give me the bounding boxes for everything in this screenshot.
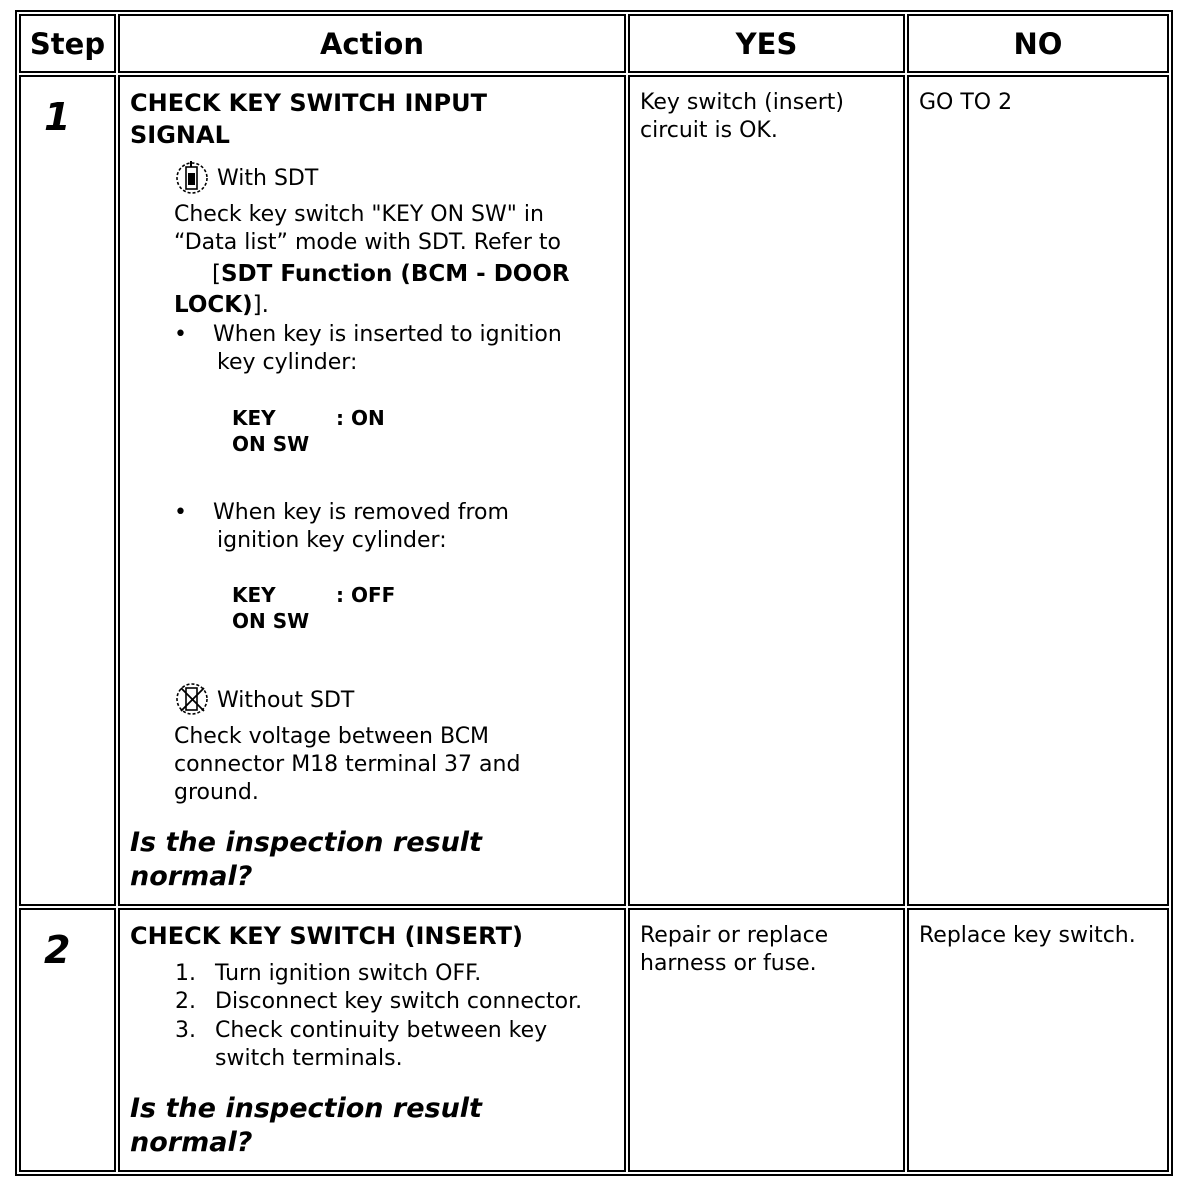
row1-yes-cell (628, 75, 905, 906)
row2-step-cell (19, 908, 116, 1172)
sdt-reference-line1 (212, 260, 570, 288)
bullet-dot: • (174, 500, 187, 525)
inspection-question-cont: normal? (130, 861, 253, 892)
row2-yes-cell (628, 908, 905, 1172)
header-step (19, 14, 116, 73)
no-sdt-icon (173, 678, 213, 718)
step-title: CHECK KEY SWITCH (INSERT) (130, 922, 523, 950)
inspection-question: Is the inspection result (130, 1093, 482, 1124)
row1-step-cell (19, 75, 116, 906)
sdt-reference-link-cont[interactable]: LOCK) (174, 292, 253, 318)
yes-result-line2: harness or fuse. (640, 951, 817, 976)
row2-no-cell (907, 908, 1169, 1172)
sdt-reference-line2 (174, 291, 269, 319)
no-result[interactable]: GO TO 2 (919, 90, 1013, 115)
with-sdt-label: With SDT (217, 166, 319, 191)
monitor-item-key: KEY (232, 406, 276, 430)
list-item-text: Check continuity between key (215, 1018, 548, 1043)
inspection-question-cont: normal? (130, 1127, 253, 1158)
row1-action-cell (118, 75, 626, 906)
yes-result-line1: Key switch (insert) (640, 90, 844, 115)
step-title-cont: SIGNAL (130, 121, 230, 149)
sdt-reference-link[interactable]: SDT Function (BCM - DOOR (220, 261, 570, 287)
header-yes (628, 14, 905, 73)
sdt-device-icon (173, 157, 213, 197)
header-yes-label: YES (735, 26, 798, 61)
inspection-question: Is the inspection result (130, 827, 482, 858)
step-number: 2 (44, 928, 71, 972)
no-sdt-instruction-line3: ground. (174, 780, 259, 805)
bullet-2-line1: When key is removed from (213, 500, 509, 525)
list-item-number: 2. (175, 989, 196, 1014)
no-sdt-instruction-line2: connector M18 terminal 37 and (174, 752, 521, 777)
yes-result-line1: Repair or replace (640, 923, 829, 948)
list-item-text: Turn ignition switch OFF. (215, 961, 482, 986)
list-item-text-cont: switch terminals. (215, 1046, 403, 1071)
ref-open-bracket: [ (212, 261, 221, 287)
header-no (907, 14, 1169, 73)
bullet-1-line2: key cylinder: (217, 350, 358, 375)
sdt-instruction-line1: Check key switch "KEY ON SW" in (174, 202, 544, 227)
list-item-text: Disconnect key switch connector. (215, 989, 583, 1014)
without-sdt-label: Without SDT (217, 688, 355, 713)
step-number: 1 (44, 95, 71, 139)
header-step-label: Step (29, 26, 106, 61)
header-no-label: NO (1013, 26, 1063, 61)
sdt-instruction-line2: “Data list” mode with SDT. Refer to (174, 230, 561, 255)
monitor-value: : OFF (336, 583, 396, 607)
monitor-item-key: KEY (232, 583, 276, 607)
header-action (118, 14, 626, 73)
monitor-value: : ON (336, 406, 385, 430)
monitor-item-key-cont: ON SW (232, 609, 310, 633)
bullet-dot: • (174, 322, 187, 347)
ref-close-bracket: ]. (252, 292, 269, 318)
row1-no-cell (907, 75, 1169, 906)
no-result: Replace key switch. (919, 923, 1136, 948)
bullet-2-line2: ignition key cylinder: (217, 528, 447, 553)
list-item-number: 1. (175, 961, 196, 986)
no-sdt-instruction-line1: Check voltage between BCM (174, 724, 490, 749)
header-action-label: Action (319, 26, 424, 61)
monitor-item-key-cont: ON SW (232, 432, 310, 456)
bullet-1-line1: When key is inserted to ignition (213, 322, 562, 347)
row2-action-cell (118, 908, 626, 1172)
step-title: CHECK KEY SWITCH INPUT (130, 89, 487, 117)
yes-result-line2: circuit is OK. (640, 118, 778, 143)
list-item-number: 3. (175, 1018, 196, 1043)
